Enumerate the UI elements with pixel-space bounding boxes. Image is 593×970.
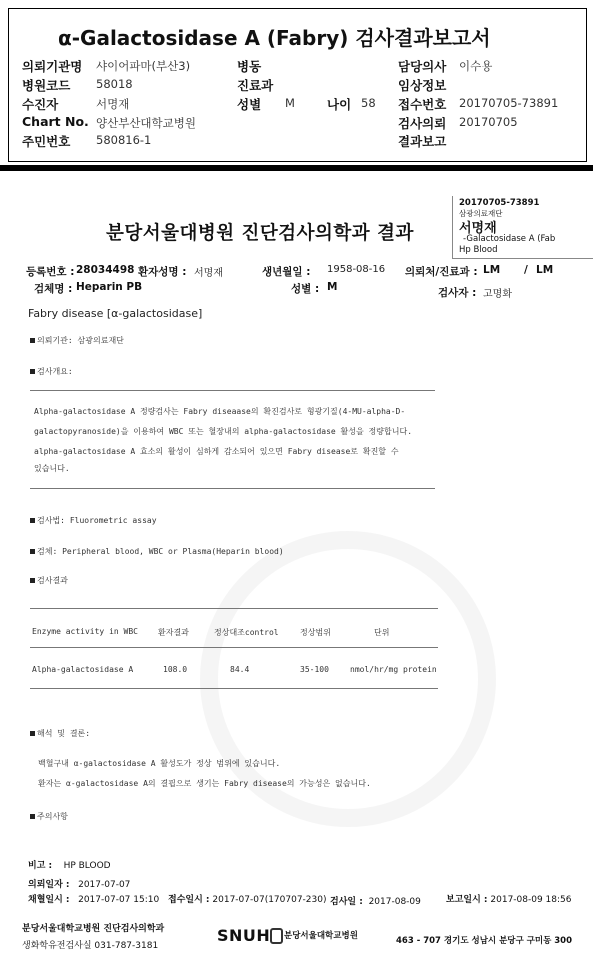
- table-header-unit: 단위: [374, 628, 390, 637]
- snuh-logo-mark: [270, 928, 283, 944]
- dob-label: 생년월일 :: [262, 266, 311, 278]
- overview-title: 검사개요:: [30, 366, 73, 377]
- specimen-stamp: [452, 196, 593, 259]
- result-title: 검사결과: [30, 575, 68, 586]
- requester-value: 샤이어파마(부산3): [96, 59, 191, 73]
- reg-no-label: 등록번호 :: [26, 266, 75, 278]
- overview-line-1: Alpha-galactosidase A 정량검사는 Fabry diseaase의 확진검사로 형광기질(4-MU-alpha-D-: [34, 407, 406, 416]
- table-header-patient: 환자결과: [158, 628, 189, 637]
- scanned-report: [0, 171, 593, 970]
- overview-line-4: 있습니다.: [34, 464, 70, 473]
- interpretation-line-2: 환자는 α-galactosidase A의 결핍으로 생기는 Fabry disease의 가능성은 없습니다.: [38, 779, 371, 788]
- table-cell-control: 84.4: [230, 665, 250, 674]
- overview-line-3: alpha-galactosidase A 효소의 활성이 심하게 감소되어 있으면 Fabry disease로 확진할 수: [34, 447, 399, 456]
- request-value: 20170705: [459, 115, 518, 129]
- org-name: 분당서울대학교병원 진단검사의학과: [22, 924, 165, 934]
- table-bottom-line: [30, 688, 438, 689]
- clinical-info-label: 임상정보: [398, 78, 447, 93]
- tester-label: 검사자 :: [438, 287, 477, 299]
- patient-value: 서명재: [96, 97, 130, 111]
- hospital-code-value: 58018: [96, 77, 133, 91]
- report-header-title: α-Galactosidase A (Fabry) 검사결과보고서: [58, 26, 491, 50]
- specimen-section: 검체: Peripheral blood, WBC or Plasma(Heparin blood): [30, 546, 284, 557]
- patient-name-value: 서명재: [194, 268, 223, 279]
- report-result-label: 결과보고: [398, 134, 447, 149]
- dept-value-2: LM: [536, 264, 554, 276]
- chart-no-value: 양산부산대학교병원: [96, 116, 196, 130]
- sex-label: 성별: [237, 97, 262, 112]
- snuh-logo-sub: 분당서울대학교병원: [284, 931, 358, 941]
- collect-row: 채혈일시 : 2017-07-07 15:10: [28, 895, 160, 905]
- method-section: 검사법: Fluorometric assay: [30, 515, 157, 526]
- stamp-name: 서명재: [459, 221, 497, 236]
- overview-top-line: [30, 390, 435, 391]
- stamp-line2: 삼광의료재단: [459, 209, 503, 218]
- table-top-line: [30, 608, 438, 609]
- interpretation-line-1: 백혈구내 α-galactosidase A 활성도가 정상 범위에 있습니다.: [38, 759, 281, 768]
- address: 463 - 707 경기도 성남시 분당구 구미동 300: [396, 936, 573, 946]
- rrn-value: 580816-1: [96, 133, 152, 147]
- note-row: 비고 : HP BLOOD: [28, 861, 111, 871]
- table-header-enzyme: Enzyme activity in WBC: [32, 627, 138, 636]
- age-value: 58: [361, 96, 376, 110]
- doctor-value: 이수용: [459, 59, 493, 73]
- table-cell-unit: nmol/hr/mg protein: [350, 665, 437, 674]
- stamp-line3: -Galactosidase A (Fab: [463, 234, 556, 244]
- req-date-row: 의뢰일자 : 2017-07-07: [28, 880, 131, 890]
- requester-section: 의뢰기관: 삼광의료재단: [30, 335, 124, 346]
- ward-label: 병동: [237, 59, 262, 74]
- table-cell-patient: 108.0: [163, 665, 188, 674]
- dept-label: 진료과: [237, 78, 274, 93]
- requester-label: 의뢰기관명: [22, 59, 83, 74]
- dept-label: 의뢰처/진료과 :: [405, 266, 478, 278]
- receipt-value: 20170705-73891: [459, 96, 559, 110]
- receipt-row: 접수일시 : 2017-07-07(170707-230): [168, 895, 327, 905]
- tester-value: 고명화: [483, 289, 512, 300]
- receipt-label: 접수번호: [398, 97, 447, 112]
- test-date-row: 검사일 : 2017-08-09: [330, 897, 421, 907]
- dept-separator: /: [524, 264, 528, 276]
- table-header-range: 정상범위: [300, 628, 331, 637]
- snuh-logo: SNUH: [217, 926, 271, 945]
- doctor-label: 담당의사: [398, 59, 447, 74]
- table-mid-line: [30, 647, 438, 648]
- report-date-row: 보고일시 : 2017-08-09 18:56: [446, 895, 572, 905]
- overview-bottom-line: [30, 488, 435, 489]
- table-cell-enzyme: Alpha-galactosidase A: [32, 665, 134, 674]
- test-name: Fabry disease [α-galactosidase]: [28, 307, 203, 320]
- stamp-line1: 20170705-73891: [459, 198, 540, 208]
- dept-value-1: LM: [483, 264, 501, 276]
- patient-label: 수진자: [22, 97, 59, 112]
- dob-value: 1958-08-16: [327, 264, 386, 275]
- hospital-code-label: 병원코드: [22, 78, 71, 93]
- patient-name-label: 환자성명 :: [138, 266, 187, 278]
- table-cell-range: 35-100: [300, 665, 329, 674]
- caution-title: 주의사항: [30, 811, 68, 822]
- reg-no-value: 28034498: [76, 264, 135, 276]
- org-contact: 생화학유전검사실 031-787-3181: [22, 941, 159, 951]
- sex-value-report: M: [327, 281, 338, 293]
- overview-line-2: galactopyranoside)을 이용하여 WBC 또는 혈장내의 alpha-galactosidase 활성을 정량합니다.: [34, 427, 413, 436]
- stamp-line4: Hp Blood: [459, 245, 498, 255]
- interpretation-title: 해석 및 결론:: [30, 728, 90, 739]
- rrn-label: 주민번호: [22, 134, 71, 149]
- age-label: 나이: [327, 97, 352, 112]
- chart-no-label: Chart No.: [22, 114, 89, 129]
- sex-label-report: 성별 :: [291, 283, 320, 295]
- report-title: 분당서울대병원 진단검사의학과 결과: [106, 223, 414, 244]
- table-header-control: 정상대조control: [214, 628, 279, 637]
- specimen-value: Heparin PB: [76, 281, 143, 293]
- specimen-label: 검체명 :: [34, 283, 73, 295]
- request-label: 검사의뢰: [398, 116, 447, 131]
- sex-value: M: [285, 96, 295, 110]
